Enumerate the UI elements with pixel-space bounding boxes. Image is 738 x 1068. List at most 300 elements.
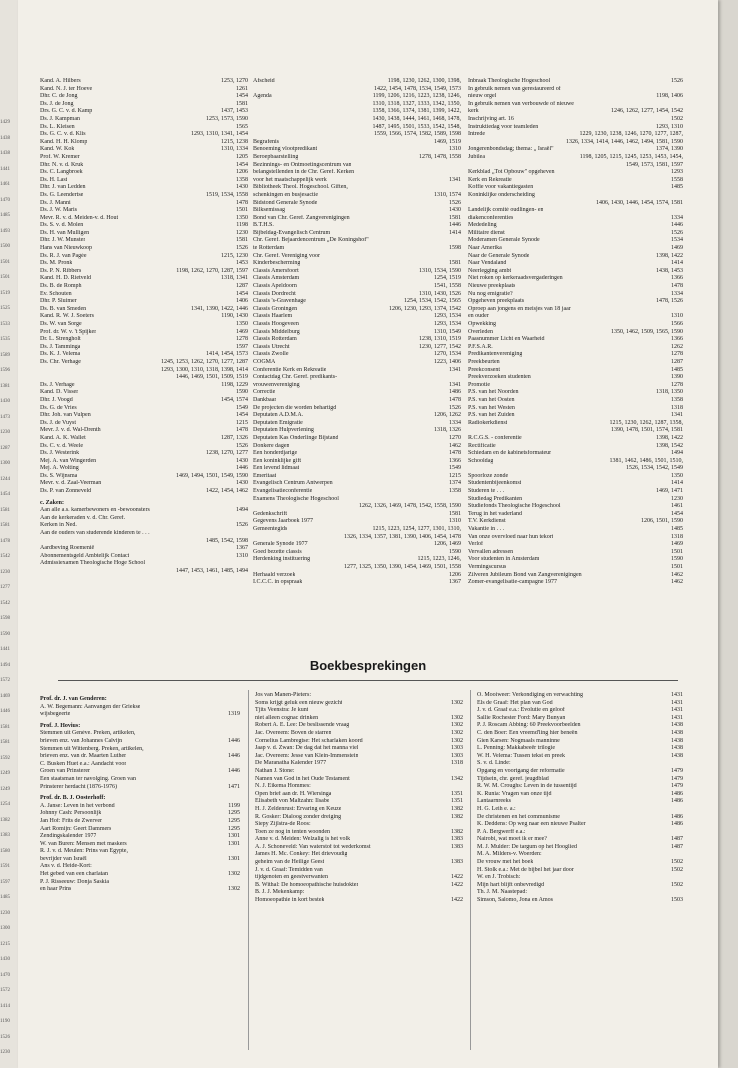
index-entry xyxy=(253,344,461,352)
entry-pages: 1478 xyxy=(236,427,248,434)
index-entry xyxy=(468,443,683,451)
entry-pages xyxy=(458,253,461,261)
index-entry xyxy=(40,458,248,466)
entry-title: Ds. G. Leendertse xyxy=(40,191,84,198)
index-entry xyxy=(477,814,683,822)
index-entry xyxy=(40,359,248,367)
entry-title: Ds. H. van Mulligen xyxy=(40,229,90,236)
entry-pages: 1287 xyxy=(671,358,683,365)
index-entry xyxy=(255,791,463,799)
index-entry xyxy=(40,124,248,132)
entry-pages xyxy=(460,783,463,791)
entry-pages: 1303 xyxy=(451,752,463,759)
entry-title: P. J. Roscam Abbing: 60 Preekvoorbeelden xyxy=(477,722,581,729)
entry-pages: 1478 xyxy=(671,283,683,290)
index-entry xyxy=(468,275,683,283)
entry-title: Koffie voor vakantiegasten xyxy=(468,184,534,191)
index-entry xyxy=(40,200,248,208)
index-entry xyxy=(468,86,683,94)
entry-pages: 1334 xyxy=(671,214,683,221)
index-entry xyxy=(40,268,248,276)
entry-pages: 1262 xyxy=(671,343,683,350)
entry-pages: 1198 xyxy=(236,222,248,229)
entry-pages: 1461 xyxy=(671,503,683,510)
entry-pages: 1293, 1310 xyxy=(656,123,683,130)
entry-pages: 1478 xyxy=(449,396,461,403)
margin-number: 1441 xyxy=(0,647,10,652)
entry-title: Kand. A. Hilbers xyxy=(40,78,81,84)
entry-title: K. Runia: Vragen van onze tijd xyxy=(477,790,552,797)
entry-title: Classis Middelburg xyxy=(253,328,300,335)
index-entry xyxy=(477,760,683,768)
entry-pages: 1293, 1310, 1341, 1454 xyxy=(191,131,248,138)
index-entry xyxy=(253,389,461,397)
index-entry xyxy=(253,518,461,526)
entry-title: Predikantenvereniging xyxy=(468,351,523,358)
entry-title: Ds. Chr. Verhage xyxy=(40,358,81,365)
entry-title: W. H. Velema: Tussen tekst en preek xyxy=(477,752,565,759)
index-entry xyxy=(477,730,683,738)
entry-pages: 1597 xyxy=(236,343,248,350)
entry-title: P.S. van het Oosten xyxy=(468,396,515,403)
index-entry xyxy=(468,412,683,420)
index-entry xyxy=(253,367,461,375)
entry-pages: 1438 xyxy=(671,737,683,744)
entry-pages: 1190, 1430 xyxy=(221,313,248,320)
index-entry xyxy=(468,534,683,542)
margin-number: 1501 xyxy=(0,259,10,265)
index-entry xyxy=(468,268,683,276)
entry-pages: 1215, 1238 xyxy=(221,138,248,145)
entry-pages: 1414 xyxy=(671,480,683,487)
entry-title: brieven enz. van dr. Maarten Luther xyxy=(40,753,127,760)
entry-pages-continued: 1293, 1300, 1310, 1318, 1398, 1414 xyxy=(161,366,248,373)
entry-pages: 1295 xyxy=(228,817,240,824)
entry-pages: 1438 xyxy=(671,722,683,729)
entry-pages-continued: 1559, 1566, 1574, 1582, 1589, 1598 xyxy=(374,131,461,138)
index-entry xyxy=(477,722,683,730)
index-entry xyxy=(40,522,248,530)
index-entry xyxy=(253,443,461,451)
entry-title: Kand. D. Visser xyxy=(40,389,79,396)
index-entry xyxy=(40,222,248,230)
margin-number: 1572 xyxy=(0,988,10,993)
index-entry xyxy=(40,746,240,754)
entry-pages: 1446 xyxy=(228,753,240,760)
index-entry xyxy=(253,268,461,276)
entry-title: Opgang en voortgang der reformatie xyxy=(477,767,565,774)
column-divider xyxy=(470,690,471,1050)
index-entry xyxy=(40,560,248,568)
entry-pages: 1310 xyxy=(449,146,461,153)
index-entry xyxy=(253,473,461,481)
entry-title: B.T.H.S. xyxy=(253,222,274,229)
entry-title: Begrafenis xyxy=(253,138,279,145)
index-entry xyxy=(253,336,461,344)
index-entry xyxy=(40,215,248,223)
entry-title: Nieuwe preekplaats xyxy=(468,283,516,290)
entry-pages: 1318, 1341 xyxy=(221,275,248,282)
index-entry xyxy=(468,556,683,564)
entry-pages: 1526 xyxy=(671,229,683,236)
entry-pages: 1382 xyxy=(451,813,463,820)
entry-pages: 1581 xyxy=(449,510,461,517)
entry-title: Kerk en Rekreatie xyxy=(468,176,512,183)
index-entry xyxy=(468,245,683,253)
index-entry xyxy=(253,313,461,321)
margin-number: 1473 xyxy=(0,414,10,420)
index-entry xyxy=(468,260,683,268)
entry-pages: 1479 xyxy=(671,775,683,782)
index-entry xyxy=(40,298,248,306)
index-entry xyxy=(40,465,248,473)
index-entry xyxy=(40,515,248,523)
entry-title: Vervallen adressen xyxy=(468,548,514,555)
entry-title: C. Busken Huet e.a.: Aandacht voor xyxy=(40,760,127,767)
entry-pages: 1526 xyxy=(236,245,248,252)
margin-number: 1485 xyxy=(0,895,10,900)
entry-title: Jac. Overeem: Jesse van Klein-Immenstein xyxy=(255,752,359,759)
entry-title: Kand. H. D. Rietveld xyxy=(40,275,91,282)
index-entry xyxy=(253,329,461,337)
entry-title: Aardbeving Roemenië xyxy=(40,545,95,552)
entry-title: W. van Buren: Mensen met maskers xyxy=(40,840,127,847)
index-entry xyxy=(40,351,248,359)
margin-number: 1382 xyxy=(0,817,10,823)
entry-title: R.C.G.S. - conferentie xyxy=(468,434,522,441)
entry-title: Johnny Cash: Persoonlijk xyxy=(40,810,102,817)
index-entry xyxy=(468,405,683,413)
entry-pages: 1526 xyxy=(236,442,248,449)
index-entry xyxy=(468,351,683,359)
entry-title: Intrede xyxy=(468,131,485,138)
entry-pages: 1453 xyxy=(236,260,248,267)
index-entry xyxy=(40,412,248,420)
entry-title: Classis Hoogeveen xyxy=(253,321,299,327)
margin-number: 1598 xyxy=(0,616,10,621)
index-entry xyxy=(468,321,683,329)
index-entry xyxy=(253,177,461,185)
entry-pages-continued: 1430, 1438, 1444, 1461, 1468, 1478, xyxy=(372,115,461,122)
index-entry xyxy=(40,545,248,553)
index-entry xyxy=(255,859,463,867)
margin-number: 1469 xyxy=(0,693,10,699)
entry-pages: 1351 xyxy=(451,798,463,805)
index-entry xyxy=(477,897,683,905)
entry-pages: 1198, 1262, 1270, 1287, 1597 xyxy=(176,267,248,274)
index-entry xyxy=(253,169,461,177)
entry-pages: 1438 xyxy=(671,745,683,752)
entry-title: Prinsterer herdacht (1876-1976) xyxy=(40,783,117,790)
index-entry xyxy=(468,283,683,291)
entry-title: Mevr. R. v. d. Meiden-v. d. Hout xyxy=(40,214,119,221)
index-entry xyxy=(40,761,240,769)
margin-number: 1494 xyxy=(0,662,10,668)
entry-pages xyxy=(460,768,463,776)
entry-pages: 1471 xyxy=(228,783,240,790)
margin-number: 1438 xyxy=(0,135,10,141)
entry-pages: 1438 xyxy=(671,729,683,736)
entry-title: Radiokerkdienst xyxy=(468,419,508,426)
index-entry xyxy=(468,215,683,223)
entry-title: Generale Synode 1977 xyxy=(253,541,308,548)
entry-title: Deputaten Emigratie xyxy=(253,419,303,426)
index-entry xyxy=(477,707,683,715)
entry-title: L. Penning: Makkabeeër trilogie xyxy=(477,745,555,752)
entry-pages: 1454 xyxy=(236,93,248,100)
entry-pages xyxy=(460,889,463,897)
entry-pages: 1301 xyxy=(228,840,240,847)
entry-pages: 1229, 1230, 1238, 1246, 1270, 1277, 1287, xyxy=(579,131,683,138)
entry-pages xyxy=(237,704,240,712)
index-entry xyxy=(40,507,248,515)
index-entry xyxy=(253,450,461,458)
section-heading: c. Zaken: xyxy=(40,499,64,506)
entry-title: Deputaten Kas Onderlinge Bijstand xyxy=(253,434,339,441)
index-entry xyxy=(468,101,683,109)
entry-pages: 1318 xyxy=(671,533,683,540)
margin-number: 1500 xyxy=(0,244,10,249)
index-entry xyxy=(40,871,240,879)
index-entry xyxy=(253,579,461,587)
index-entry xyxy=(40,344,248,352)
entry-title: Nairobi, wat moet ik er mee? xyxy=(477,836,547,843)
entry-pages-continued: 1422, 1454, 1478, 1534, 1549, 1573 xyxy=(374,85,461,92)
entry-title: Kinderbescherming xyxy=(253,260,301,267)
entry-pages xyxy=(458,184,461,192)
entry-title: Classis Amersfoort xyxy=(253,267,299,274)
index-entry xyxy=(255,897,463,905)
index-entry xyxy=(40,553,248,561)
index-entry xyxy=(255,722,463,730)
entry-pages: 1334 xyxy=(449,419,461,426)
entry-pages: 1422 xyxy=(451,874,463,881)
entry-title: Agenda xyxy=(253,93,272,100)
index-entry xyxy=(40,169,248,177)
entry-title: Overleden xyxy=(468,328,493,335)
index-entry xyxy=(477,791,683,799)
margin-number: 1215 xyxy=(0,941,10,947)
entry-title: Mevr. J. v. d. Wal-Drenth xyxy=(40,427,101,434)
entry-title: geheim van de Heilige Geest xyxy=(255,859,325,866)
entry-pages: 1215, 1223, 1254, 1277, 1301, 1310, xyxy=(372,526,461,533)
entry-pages: 1382 xyxy=(451,805,463,812)
entry-pages: 1278 xyxy=(671,351,683,358)
index-entry xyxy=(40,856,240,864)
index-entry xyxy=(468,488,683,496)
entry-pages: 1422 xyxy=(451,881,463,888)
entry-title: Contactdag Chr. Geref. predikants- xyxy=(253,374,338,381)
entry-pages: 1382 xyxy=(451,828,463,835)
entry-pages: 1310 xyxy=(671,313,683,320)
entry-pages: 1206 xyxy=(449,571,461,578)
entry-title: In gebruik nemen van gerestaureerd of xyxy=(468,85,561,92)
index-entry xyxy=(40,711,240,719)
margin-number: 1461 xyxy=(0,182,10,187)
entry-title: schenkingen en busjesactie xyxy=(253,191,318,198)
entry-pages: 1526 xyxy=(236,522,248,529)
entry-title: Goed bezette classis xyxy=(253,548,302,555)
entry-pages xyxy=(680,806,683,814)
index-entry xyxy=(477,867,683,875)
margin-number: 1254 xyxy=(0,802,10,807)
index-entry xyxy=(40,420,248,428)
entry-pages: 1431 xyxy=(671,707,683,714)
index-entry xyxy=(40,237,248,245)
index-entry xyxy=(468,397,683,405)
entry-pages: 1287, 1326 xyxy=(221,434,248,441)
index-entry xyxy=(477,844,683,852)
index-entry xyxy=(477,700,683,708)
margin-number: 1249 xyxy=(0,786,10,792)
entry-pages: 1414, 1454, 1573 xyxy=(206,351,248,358)
entry-pages: 1199, 1206, 1216, 1223, 1238, 1246, xyxy=(372,93,461,100)
entry-title: Kand. A. K. Wallet xyxy=(40,434,86,441)
index-entry xyxy=(255,814,463,822)
entry-title: Nu nog emigratie? xyxy=(468,290,513,297)
entry-pages xyxy=(245,560,248,568)
entry-pages xyxy=(458,162,461,170)
entry-pages: 1469, 1471 xyxy=(656,488,683,495)
entry-pages-continued: 1390, 1478, 1501, 1574, 1581 xyxy=(611,427,683,434)
entry-title: Jan Hof: Frits de Zwerver xyxy=(40,817,102,824)
entry-pages: 1462 xyxy=(671,571,683,578)
entry-title: Emeritaat xyxy=(253,472,277,479)
entry-title: Dhr. P. Sluimer xyxy=(40,298,77,305)
index-entry xyxy=(468,526,683,534)
entry-title: Dhr. N. v. d. Kruk xyxy=(40,161,84,168)
entry-pages: 1358 xyxy=(671,396,683,403)
entry-pages: 1454 xyxy=(236,290,248,297)
entry-title: Dhr. C. de Jong xyxy=(40,93,78,100)
index-entry xyxy=(255,707,463,715)
entry-pages xyxy=(680,851,683,859)
entry-pages: 1469, 1519 xyxy=(434,138,461,145)
entry-pages: 1270 xyxy=(449,434,461,441)
entry-pages: 1503 xyxy=(671,897,683,904)
entry-title: P.S. van het Noorden xyxy=(468,389,519,396)
entry-title: Naar Vendaland xyxy=(468,260,507,267)
entry-title: Spoorloze zonde xyxy=(468,472,509,479)
entry-title: Ds. S. Wijnsma xyxy=(40,472,78,479)
entry-title: diakenconferenties xyxy=(468,214,514,221)
index-entry xyxy=(40,245,248,253)
index-entry xyxy=(40,848,240,856)
index-entry xyxy=(468,146,683,154)
index-entry xyxy=(477,798,683,806)
index-entry xyxy=(468,93,683,101)
entry-title: K. Deddens: Op weg naar een nieuwe Psalter xyxy=(477,821,586,828)
index-entry xyxy=(40,730,240,738)
entry-pages: 1230, 1277, 1542 xyxy=(419,343,461,350)
entry-pages: 1358 xyxy=(449,488,461,495)
margin-number: 1542 xyxy=(0,600,10,606)
entry-title: R. J. v. d. Meulen: Prins van Egypte, xyxy=(40,848,128,855)
index-entry xyxy=(468,518,683,526)
index-entry xyxy=(253,283,461,291)
index-entry xyxy=(468,359,683,367)
entry-pages: 1303 xyxy=(451,745,463,752)
index-entry xyxy=(40,841,240,849)
section-title: Boekbesprekingen xyxy=(309,658,427,673)
entry-title: In gebruik nemen van verbouwde of nieuwe xyxy=(468,100,574,107)
entry-title: Deputaten A.D.M.A. xyxy=(253,412,304,419)
index-entry xyxy=(253,397,461,405)
index-entry xyxy=(40,803,240,811)
index-entry xyxy=(40,260,248,268)
entry-pages-continued: 1447, 1453, 1461, 1485, 1494 xyxy=(176,568,248,574)
entry-title: B. J. J. Mekenkamp: xyxy=(255,889,305,896)
index-entry xyxy=(255,844,463,852)
entry-pages: 1341, 1390, 1422, 1446 xyxy=(191,305,248,312)
index-entry xyxy=(255,798,463,806)
entry-pages: 1383 xyxy=(451,843,463,850)
entry-pages: 1310, 1334 xyxy=(221,146,248,153)
entry-pages: 1310, 1534, 1590 xyxy=(419,267,461,274)
index-entry xyxy=(477,874,683,882)
index-entry xyxy=(468,496,683,504)
entry-title: Ds. B. de Romph xyxy=(40,283,82,290)
entry-pages xyxy=(458,169,461,177)
entry-title: Inbraak Theologische Hogeschool xyxy=(468,78,551,84)
index-entry xyxy=(255,776,463,784)
entry-title: Opwekking xyxy=(468,321,496,327)
index-entry xyxy=(253,427,461,435)
entry-pages: 1462 xyxy=(449,442,461,449)
index-entry xyxy=(253,93,461,101)
entry-pages: 1318, 1326 xyxy=(434,427,461,434)
index-entry xyxy=(253,200,461,208)
entry-pages-continued: 1277, 1325, 1350, 1390, 1454, 1469, 1501, 1558 xyxy=(344,564,461,570)
entry-title: Stemmen uit Genève. Preken, artikelen, xyxy=(40,730,136,737)
entry-pages: 1302 xyxy=(451,699,463,706)
entry-title: Classis Amsterdam xyxy=(253,275,300,282)
index-entry xyxy=(40,275,248,283)
index-entry xyxy=(40,321,248,329)
entry-title: Oproep aan jongens en meisjes van 18 jaar xyxy=(468,305,571,312)
entry-title: tijdgenoten en geestverwanten xyxy=(255,874,328,881)
entry-pages xyxy=(237,848,240,856)
index-entry xyxy=(40,108,248,116)
entry-pages: 1246, 1262, 1277, 1454, 1542 xyxy=(611,108,683,115)
entry-pages: 1215, 1230 xyxy=(221,252,248,259)
entry-pages: 1431 xyxy=(671,692,683,698)
index-entry xyxy=(468,382,683,390)
index-column-subjects-b xyxy=(468,78,683,587)
margin-number: 1501 xyxy=(0,275,10,280)
index-entry xyxy=(468,253,683,261)
entry-title: te Rotterdam xyxy=(253,245,285,252)
index-entry xyxy=(477,851,683,859)
entry-title: Jongerenbondsdag; thema: „ Israël" xyxy=(468,146,554,153)
index-entry xyxy=(253,526,461,534)
entry-pages: 1566 xyxy=(671,321,683,327)
index-entry xyxy=(40,177,248,185)
entry-pages xyxy=(458,496,461,504)
margin-number: 1230 xyxy=(0,910,10,916)
entry-pages: 1245, 1253, 1262, 1270, 1277, 1287 xyxy=(161,358,248,365)
entry-title: belangstellenden in de Chr. Geref. Kerken xyxy=(253,169,355,176)
entry-title: Ds. G. de Vries xyxy=(40,404,77,411)
index-entry xyxy=(253,230,461,238)
entry-title: Anne v. d. Meiden: Welzalig is het volk xyxy=(255,836,351,843)
margin-number: 1589 xyxy=(0,352,10,358)
entry-title: Th. J. M. Naastepad: xyxy=(477,889,527,896)
entry-title: Ds. S. v. d. Molen xyxy=(40,222,84,229)
entry-pages: 1302 xyxy=(228,886,240,893)
index-entry xyxy=(40,192,248,200)
entry-title: Preekverzoeken studenten xyxy=(468,374,531,381)
